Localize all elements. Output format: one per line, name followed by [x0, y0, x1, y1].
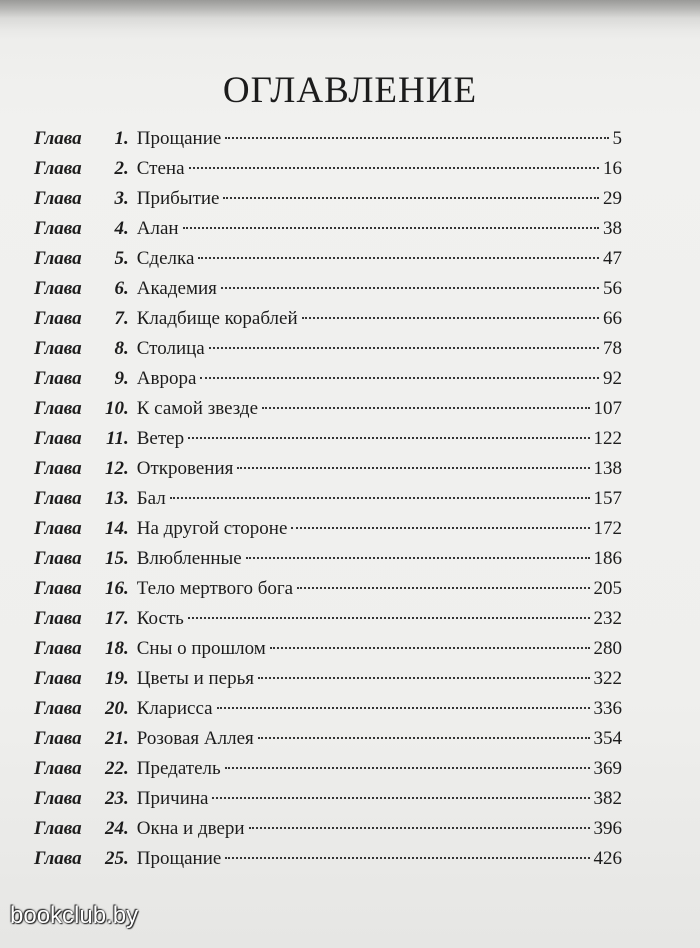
chapter-label: Глава — [34, 338, 82, 359]
chapter-label: Глава — [34, 548, 82, 569]
dot-leader — [225, 857, 589, 859]
dot-leader — [198, 257, 599, 259]
dot-leader — [188, 437, 589, 439]
page-number: 382 — [593, 788, 622, 809]
chapter-number: 4 — [114, 218, 124, 239]
chapter-label: Глава — [34, 428, 82, 449]
page-number: 122 — [593, 428, 622, 449]
toc-entry — [34, 244, 622, 274]
dot-leader — [170, 497, 590, 499]
chapter-number: 1 — [114, 128, 124, 149]
chapter-title: Прощание — [136, 848, 222, 869]
chapter-label: Глава — [34, 158, 82, 179]
chapter-number-period: . — [124, 818, 129, 839]
chapter-number: 2 — [114, 158, 124, 179]
chapter-number: 14 — [105, 518, 124, 539]
toc-entry — [34, 394, 622, 424]
chapter-label: Глава — [34, 368, 82, 389]
chapter-title: Цветы и перья — [136, 668, 255, 689]
chapter-number-period: . — [124, 338, 129, 359]
chapter-number: 3 — [114, 188, 124, 209]
chapter-label: Глава — [34, 638, 82, 659]
dot-leader — [200, 377, 599, 379]
chapter-title: На другой стороне — [136, 518, 288, 539]
page-number: 396 — [593, 818, 622, 839]
page-number: 66 — [603, 308, 622, 329]
chapter-title: Бал — [136, 488, 166, 509]
toc-entry — [34, 154, 622, 184]
chapter-title: Сделка — [136, 248, 195, 269]
chapter-number-period: . — [124, 368, 129, 389]
chapter-title: Тело мертвого бога — [136, 578, 294, 599]
page-number: 16 — [603, 158, 622, 179]
dot-leader — [189, 167, 599, 169]
page-number: 138 — [593, 458, 622, 479]
dot-leader — [183, 227, 599, 229]
dot-leader — [237, 467, 589, 469]
page-number: 92 — [603, 368, 622, 389]
dot-leader — [258, 737, 590, 739]
chapter-label: Глава — [34, 518, 82, 539]
toc-entry — [34, 334, 622, 364]
page-number: 322 — [593, 668, 622, 689]
chapter-title: Ветер — [136, 428, 185, 449]
chapter-number-period: . — [124, 188, 129, 209]
dot-leader — [225, 137, 608, 139]
toc-entry — [34, 514, 622, 544]
chapter-number-period: . — [124, 518, 129, 539]
chapter-number-period: . — [124, 458, 129, 479]
chapter-label: Глава — [34, 308, 82, 329]
chapter-title: Влюбленные — [136, 548, 242, 569]
chapter-title: Стена — [136, 158, 185, 179]
chapter-number: 25 — [105, 848, 124, 869]
chapter-number: 21 — [105, 728, 124, 749]
chapter-number-period: . — [124, 428, 129, 449]
chapter-title: Прощание — [136, 128, 222, 149]
toc-entry — [34, 664, 622, 694]
chapter-number-period: . — [124, 698, 129, 719]
toc-entry — [34, 124, 622, 154]
chapter-label: Глава — [34, 248, 82, 269]
chapter-title: Окна и двери — [136, 818, 245, 839]
chapter-number: 19 — [105, 668, 124, 689]
chapter-title: Причина — [136, 788, 209, 809]
dot-leader — [223, 197, 599, 199]
chapter-number-period: . — [124, 398, 129, 419]
dot-leader — [270, 647, 590, 649]
page-number: 29 — [603, 188, 622, 209]
chapter-number: 12 — [105, 458, 124, 479]
chapter-label: Глава — [34, 668, 82, 689]
dot-leader — [188, 617, 590, 619]
page-number: 354 — [593, 728, 622, 749]
toc-entry — [34, 364, 622, 394]
chapter-label: Глава — [34, 608, 82, 629]
page-top-shadow — [0, 0, 700, 30]
chapter-title: Кладбище кораблей — [136, 308, 298, 329]
chapter-number: 23 — [105, 788, 124, 809]
chapter-number-period: . — [124, 548, 129, 569]
watermark: bookclub.by — [10, 902, 139, 929]
page-number: 78 — [603, 338, 622, 359]
chapter-number-period: . — [124, 488, 129, 509]
chapter-label: Глава — [34, 128, 82, 149]
toc-entry — [34, 604, 622, 634]
chapter-number-period: . — [124, 218, 129, 239]
chapter-number-period: . — [124, 788, 129, 809]
chapter-title: Предатель — [136, 758, 221, 779]
page-number: 47 — [603, 248, 622, 269]
toc-entry — [34, 454, 622, 484]
page-number: 369 — [593, 758, 622, 779]
page-number: 336 — [593, 698, 622, 719]
chapter-label: Глава — [34, 698, 82, 719]
chapter-title: Кость — [136, 608, 184, 629]
chapter-title: Розовая Аллея — [136, 728, 254, 749]
chapter-label: Глава — [34, 188, 82, 209]
chapter-number-period: . — [124, 848, 129, 869]
chapter-number: 11 — [106, 428, 124, 449]
chapter-label: Глава — [34, 218, 82, 239]
chapter-number: 16 — [105, 578, 124, 599]
chapter-label: Глава — [34, 818, 82, 839]
chapter-title: Прибытие — [136, 188, 220, 209]
chapter-number-period: . — [124, 728, 129, 749]
toc-entry — [34, 844, 622, 874]
dot-leader — [221, 287, 599, 289]
chapter-number: 17 — [105, 608, 124, 629]
toc-entry — [34, 274, 622, 304]
page-number: 56 — [603, 278, 622, 299]
dot-leader — [212, 797, 589, 799]
chapter-number: 13 — [105, 488, 124, 509]
page-number: 426 — [593, 848, 622, 869]
chapter-title: Аврора — [136, 368, 197, 389]
chapter-label: Глава — [34, 458, 82, 479]
chapter-number: 8 — [114, 338, 124, 359]
page-number: 172 — [593, 518, 622, 539]
page-number: 205 — [593, 578, 622, 599]
page-number: 157 — [593, 488, 622, 509]
chapter-number: 18 — [105, 638, 124, 659]
chapter-number: 6 — [114, 278, 124, 299]
chapter-title: Откровения — [136, 458, 234, 479]
toc-entry — [34, 484, 622, 514]
chapter-number-period: . — [124, 638, 129, 659]
chapter-label: Глава — [34, 788, 82, 809]
chapter-number: 20 — [105, 698, 124, 719]
page-number: 107 — [593, 398, 622, 419]
toc-entry — [34, 424, 622, 454]
chapter-number: 5 — [114, 248, 124, 269]
chapter-number-period: . — [124, 158, 129, 179]
table-of-contents — [34, 124, 622, 874]
page-number: 5 — [612, 128, 622, 149]
toc-entry — [34, 784, 622, 814]
chapter-number: 10 — [105, 398, 124, 419]
chapter-number: 22 — [105, 758, 124, 779]
chapter-label: Глава — [34, 488, 82, 509]
dot-leader — [217, 707, 590, 709]
dot-leader — [225, 767, 590, 769]
toc-entry — [34, 544, 622, 574]
chapter-label: Глава — [34, 848, 82, 869]
chapter-number-period: . — [124, 308, 129, 329]
toc-entry — [34, 724, 622, 754]
chapter-title: Сны о прошлом — [136, 638, 266, 659]
toc-entry — [34, 304, 622, 334]
chapter-number: 9 — [114, 368, 124, 389]
page-number: 280 — [593, 638, 622, 659]
chapter-number-period: . — [124, 278, 129, 299]
toc-entry — [34, 754, 622, 784]
chapter-number-period: . — [124, 668, 129, 689]
chapter-title: К самой звезде — [136, 398, 259, 419]
dot-leader — [302, 317, 599, 319]
chapter-label: Глава — [34, 278, 82, 299]
toc-entry — [34, 634, 622, 664]
dot-leader — [246, 557, 590, 559]
chapter-title: Академия — [136, 278, 217, 299]
dot-leader — [291, 527, 589, 529]
dot-leader — [297, 587, 589, 589]
chapter-number-period: . — [124, 248, 129, 269]
toc-entry — [34, 574, 622, 604]
chapter-number: 15 — [105, 548, 124, 569]
chapter-number-period: . — [124, 128, 129, 149]
chapter-label: Глава — [34, 758, 82, 779]
chapter-label: Глава — [34, 578, 82, 599]
chapter-title: Кларисса — [136, 698, 213, 719]
chapter-label: Глава — [34, 398, 82, 419]
page-title: ОГЛАВЛЕНИЕ — [222, 69, 478, 111]
page-number: 38 — [603, 218, 622, 239]
chapter-number: 7 — [114, 308, 124, 329]
chapter-title: Столица — [136, 338, 205, 359]
toc-entry — [34, 694, 622, 724]
dot-leader — [249, 827, 590, 829]
chapter-number-period: . — [124, 758, 129, 779]
chapter-title: Алан — [136, 218, 179, 239]
chapter-number-period: . — [124, 578, 129, 599]
toc-entry — [34, 184, 622, 214]
chapter-number: 24 — [105, 818, 124, 839]
page-number: 232 — [593, 608, 622, 629]
dot-leader — [258, 677, 589, 679]
page-number: 186 — [593, 548, 622, 569]
toc-entry — [34, 814, 622, 844]
dot-leader — [262, 407, 589, 409]
toc-entry — [34, 214, 622, 244]
dot-leader — [209, 347, 599, 349]
chapter-number-period: . — [124, 608, 129, 629]
chapter-label: Глава — [34, 728, 82, 749]
